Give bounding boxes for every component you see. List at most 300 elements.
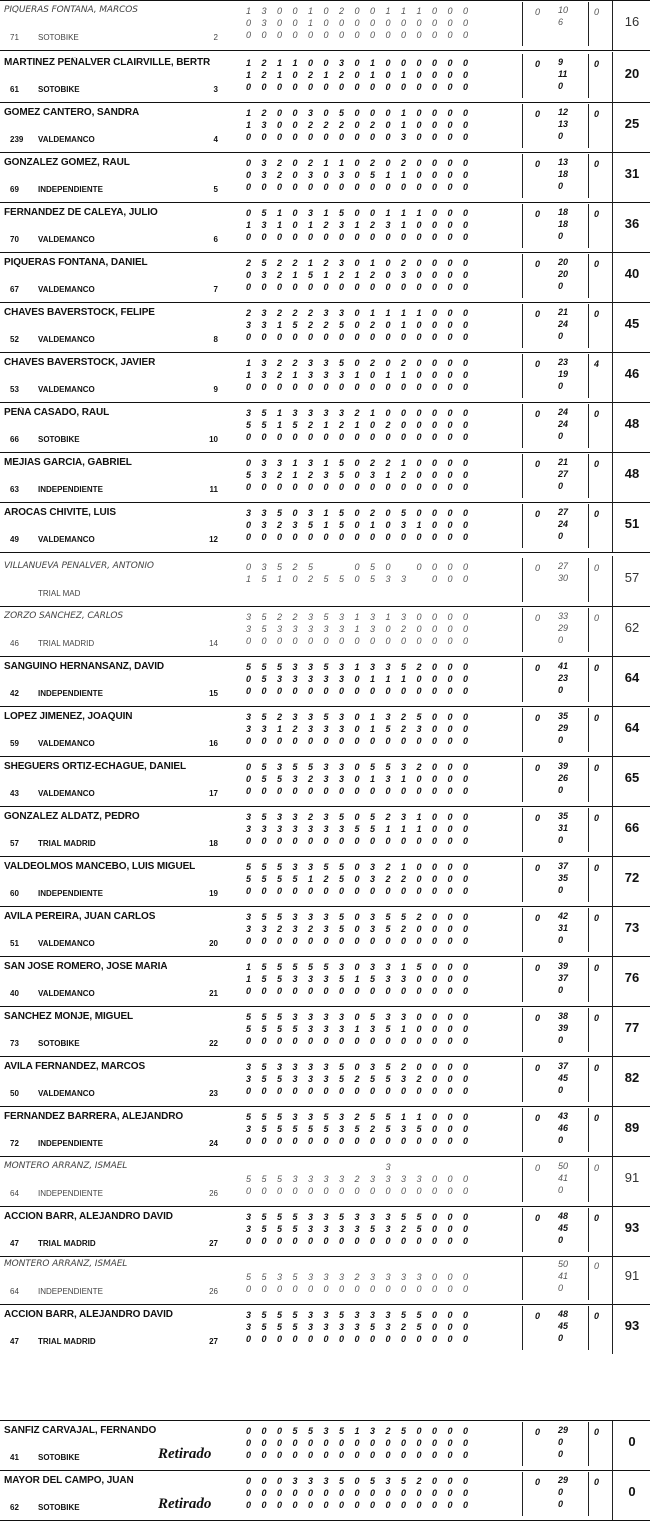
score-cell: 2 <box>277 612 283 622</box>
score-cell: 1 <box>246 70 252 80</box>
bib-number: 239 <box>10 135 24 144</box>
score-cell: 3 <box>339 624 345 634</box>
total-score: 76 <box>624 970 640 985</box>
score-cell: 0 <box>339 986 345 996</box>
score-cell: 0 <box>246 18 252 28</box>
score-lap-row <box>246 181 479 193</box>
score-lap-row <box>246 673 479 685</box>
time-penalty: 0 <box>594 613 600 623</box>
score-cell: 1 <box>308 220 314 230</box>
competitor-name: GONZALEZ GOMEZ, RAUL <box>4 157 130 168</box>
penalty-value: 0 <box>535 259 541 269</box>
score-cell: 0 <box>463 562 469 572</box>
competitor-row <box>0 1470 650 1521</box>
score-cell: 0 <box>339 1086 345 1096</box>
score-cell: 0 <box>447 1488 453 1498</box>
lap-total: 23 <box>558 673 569 683</box>
score-cell: 0 <box>339 636 345 646</box>
score-cell: 0 <box>416 508 422 518</box>
total-score: 20 <box>624 66 640 81</box>
score-cell: 3 <box>246 612 252 622</box>
score-cell: 0 <box>447 1174 453 1184</box>
score-cell: 5 <box>292 420 298 430</box>
score-cell: 0 <box>323 58 329 68</box>
score-cell: 5 <box>277 862 283 872</box>
column-divider <box>588 304 589 348</box>
score-cell: 3 <box>261 520 267 530</box>
score-cell: 1 <box>416 308 422 318</box>
competitor-row <box>0 1206 650 1257</box>
lap-total: 18 <box>558 169 569 179</box>
score-lap-row <box>246 269 479 281</box>
score-cell: 1 <box>277 420 283 430</box>
score-cell: 5 <box>370 1322 376 1332</box>
lap-total: 27 <box>558 561 569 571</box>
score-cell: 0 <box>401 886 407 896</box>
score-cell: 0 <box>277 1236 283 1246</box>
column-divider <box>612 606 613 656</box>
score-cell: 0 <box>447 458 453 468</box>
score-cell: 0 <box>432 736 438 746</box>
score-cell: 0 <box>432 762 438 772</box>
score-lap-row <box>246 973 479 985</box>
score-cell: 3 <box>323 1426 329 1436</box>
score-cell: 0 <box>463 120 469 130</box>
score-cell: 0 <box>432 1438 438 1448</box>
score-cell: 0 <box>354 6 360 16</box>
score-cell: 1 <box>385 170 391 180</box>
score-cell: 0 <box>339 482 345 492</box>
score-cell: 0 <box>416 432 422 442</box>
score-cell: 0 <box>323 30 329 40</box>
score-cell: 0 <box>261 30 267 40</box>
time-penalty: 0 <box>594 209 600 219</box>
score-cell: 0 <box>447 332 453 342</box>
column-divider <box>588 154 589 198</box>
score-cell: 0 <box>463 824 469 834</box>
lap-total: 0 <box>558 431 564 441</box>
lap-total: 0 <box>558 685 564 695</box>
score-cell: 0 <box>463 812 469 822</box>
score-cell: 0 <box>277 736 283 746</box>
score-cell: 0 <box>323 1488 329 1498</box>
score-cell: 0 <box>246 170 252 180</box>
score-cell: 0 <box>246 458 252 468</box>
score-cell: 0 <box>463 532 469 542</box>
score-cell: 0 <box>354 170 360 180</box>
start-order: 27 <box>209 1239 218 1248</box>
score-cell: 0 <box>432 30 438 40</box>
start-order: 24 <box>209 1139 218 1148</box>
start-order: 20 <box>209 939 218 948</box>
time-penalty: 0 <box>594 913 600 923</box>
score-cell: 0 <box>432 1186 438 1196</box>
competitor-name: SANGUINO HERNANSANZ, DAVID <box>4 661 164 672</box>
score-cell: 5 <box>261 774 267 784</box>
lap-total: 20 <box>558 269 569 279</box>
score-cell: 3 <box>246 320 252 330</box>
penalty-value: 0 <box>535 713 541 723</box>
score-cell: 1 <box>401 320 407 330</box>
score-cell: 3 <box>292 1074 298 1084</box>
score-cell: 0 <box>308 1236 314 1246</box>
column-divider <box>612 1006 613 1056</box>
lap-total: 29 <box>558 1475 569 1485</box>
score-cell: 5 <box>277 962 283 972</box>
score-cell: 0 <box>432 724 438 734</box>
column-divider <box>588 558 589 602</box>
score-cell: 0 <box>246 158 252 168</box>
score-cell: 2 <box>308 574 314 584</box>
score-cell: 0 <box>354 1438 360 1448</box>
score-cell: 5 <box>308 962 314 972</box>
score-cell: 3 <box>246 1224 252 1234</box>
start-order: 5 <box>213 185 218 194</box>
score-cell: 0 <box>354 786 360 796</box>
score-cell: 0 <box>261 1450 267 1460</box>
score-cell: 0 <box>277 1450 283 1460</box>
score-cell: 2 <box>292 358 298 368</box>
bib-number: 52 <box>10 335 19 344</box>
score-cell: 0 <box>463 1074 469 1084</box>
score-cell: 3 <box>416 1272 422 1282</box>
score-cell: 0 <box>370 108 376 118</box>
score-cell: 0 <box>385 1488 391 1498</box>
score-cell: 0 <box>261 1488 267 1498</box>
score-cell: 0 <box>323 1186 329 1196</box>
lap-total: 0 <box>558 735 564 745</box>
score-cell: 0 <box>354 886 360 896</box>
score-cell: 0 <box>308 282 314 292</box>
score-cell: 3 <box>385 220 391 230</box>
score-lap-row <box>246 873 479 885</box>
lap-totals <box>558 1259 586 1295</box>
score-cell: 0 <box>354 1062 360 1072</box>
score-cell: 0 <box>261 232 267 242</box>
score-cell: 0 <box>246 270 252 280</box>
total-score: 93 <box>624 1318 640 1333</box>
score-cell: 3 <box>292 1112 298 1122</box>
lap-total: 24 <box>558 319 569 329</box>
score-cell: 0 <box>416 612 422 622</box>
score-cell: 0 <box>447 936 453 946</box>
score-cell: 2 <box>292 724 298 734</box>
score-cell: 3 <box>339 824 345 834</box>
score-grid <box>246 761 479 797</box>
total-score: 62 <box>624 620 640 635</box>
score-cell: 0 <box>432 1074 438 1084</box>
score-cell: 3 <box>277 812 283 822</box>
lap-total: 24 <box>558 407 569 417</box>
score-cell: 0 <box>370 18 376 28</box>
score-cell: 3 <box>323 1074 329 1084</box>
column-divider <box>588 354 589 398</box>
score-cell: 5 <box>370 574 376 584</box>
score-cell: 0 <box>354 962 360 972</box>
score-cell: 0 <box>416 532 422 542</box>
score-cell: 0 <box>292 170 298 180</box>
score-cell: 0 <box>432 332 438 342</box>
score-cell: 0 <box>447 724 453 734</box>
competitor-row <box>0 1420 650 1471</box>
score-cell: 0 <box>323 282 329 292</box>
score-cell: 5 <box>261 1074 267 1084</box>
competitor-name: AVILA PEREIRA, JUAN CARLOS <box>4 911 156 922</box>
score-cell: 1 <box>385 674 391 684</box>
score-cell: 5 <box>323 1124 329 1134</box>
score-cell: 0 <box>463 382 469 392</box>
lap-total: 0 <box>558 885 564 895</box>
start-order: 19 <box>209 889 218 898</box>
score-lap-row <box>246 1475 479 1487</box>
score-cell: 0 <box>432 308 438 318</box>
score-cell: 0 <box>432 712 438 722</box>
score-cell: 2 <box>277 158 283 168</box>
score-cell: 3 <box>323 1272 329 1282</box>
score-lap-row <box>246 1259 479 1271</box>
score-cell: 0 <box>385 358 391 368</box>
bib-number: 60 <box>10 889 19 898</box>
score-cell: 2 <box>339 420 345 430</box>
score-cell: 2 <box>292 612 298 622</box>
competitor-name: SANFIZ CARVAJAL, FERNANDO <box>4 1425 157 1436</box>
score-cell: 0 <box>292 432 298 442</box>
score-cell: 0 <box>354 358 360 368</box>
lap-total: 29 <box>558 1425 569 1435</box>
score-cell: 0 <box>246 382 252 392</box>
column-divider <box>522 558 523 602</box>
score-cell: 1 <box>323 70 329 80</box>
score-cell: 2 <box>308 774 314 784</box>
score-grid <box>246 5 479 41</box>
total-score: 48 <box>624 416 640 431</box>
score-cell: 1 <box>292 270 298 280</box>
score-cell: 0 <box>354 1500 360 1510</box>
score-cell: 1 <box>246 108 252 118</box>
score-cell: 3 <box>385 1272 391 1282</box>
competitor-name: CHAVES BAVERSTOCK, FELIPE <box>4 307 155 318</box>
lap-total: 21 <box>558 457 569 467</box>
column-divider <box>522 1422 523 1466</box>
score-lap-row <box>246 835 479 847</box>
score-cell: 3 <box>308 1322 314 1332</box>
score-cell: 1 <box>401 824 407 834</box>
score-cell: 0 <box>432 862 438 872</box>
club-name: INDEPENDIENTE <box>38 689 103 698</box>
score-cell: 0 <box>447 1476 453 1486</box>
score-cell: 0 <box>370 736 376 746</box>
score-cell: 3 <box>339 308 345 318</box>
column-divider <box>588 1306 589 1350</box>
score-cell: 0 <box>370 1450 376 1460</box>
lap-total: 38 <box>558 1011 569 1021</box>
lap-total: 13 <box>558 157 569 167</box>
lap-total: 27 <box>558 507 569 517</box>
score-cell: 0 <box>416 420 422 430</box>
score-cell: 0 <box>308 936 314 946</box>
score-cell: 5 <box>416 1224 422 1234</box>
total-score: 66 <box>624 820 640 835</box>
total-score: 89 <box>624 1120 640 1135</box>
score-cell: 5 <box>323 662 329 672</box>
score-cell: 2 <box>308 924 314 934</box>
score-cell: 3 <box>292 1174 298 1184</box>
score-cell: 5 <box>277 1012 283 1022</box>
column-divider <box>612 1254 613 1304</box>
score-cell: 1 <box>277 408 283 418</box>
score-cell: 2 <box>416 912 422 922</box>
column-divider <box>522 958 523 1002</box>
competitor-name: MARTINEZ PEÑALVER CLAIRVILLE, BERTR <box>4 57 211 68</box>
score-cell: 3 <box>308 370 314 380</box>
score-cell: 0 <box>246 1488 252 1498</box>
score-cell: 0 <box>339 1438 345 1448</box>
score-cell: 5 <box>339 812 345 822</box>
score-cell: 0 <box>447 1086 453 1096</box>
score-cell: 2 <box>323 258 329 268</box>
score-cell: 3 <box>401 812 407 822</box>
score-cell: 0 <box>246 1426 252 1436</box>
score-cell: 3 <box>385 662 391 672</box>
score-cell: 0 <box>323 1136 329 1146</box>
club-name: SOTOBIKE <box>38 85 80 94</box>
penalty-value: 0 <box>535 1427 541 1437</box>
score-cell: 0 <box>339 132 345 142</box>
score-cell: 0 <box>292 736 298 746</box>
club-name: VALDEMANCO <box>38 939 95 948</box>
bib-number: 53 <box>10 385 19 394</box>
score-cell: 5 <box>277 912 283 922</box>
score-cell: 0 <box>385 562 391 572</box>
score-grid <box>246 1259 479 1295</box>
competitor-name: CHAVES BAVERSTOCK, JAVIER <box>4 357 156 368</box>
score-cell: 3 <box>401 520 407 530</box>
score-cell: 2 <box>354 408 360 418</box>
bib-number: 61 <box>10 85 19 94</box>
lap-total: 35 <box>558 711 569 721</box>
score-grid <box>246 57 479 93</box>
score-cell: 0 <box>401 332 407 342</box>
penalty-value: 0 <box>535 59 541 69</box>
score-cell: 0 <box>277 1186 283 1196</box>
score-cell: 0 <box>354 1186 360 1196</box>
score-cell: 0 <box>292 836 298 846</box>
score-cell: 5 <box>370 170 376 180</box>
score-cell: 0 <box>261 636 267 646</box>
score-cell: 0 <box>432 1310 438 1320</box>
time-penalty: 0 <box>594 1013 600 1023</box>
score-cell: 0 <box>401 1236 407 1246</box>
start-order: 18 <box>209 839 218 848</box>
score-lap-row <box>246 431 479 443</box>
score-cell: 0 <box>370 1086 376 1096</box>
score-cell: 0 <box>370 986 376 996</box>
column-divider <box>522 204 523 248</box>
score-cell: 0 <box>308 636 314 646</box>
score-cell: 0 <box>385 1334 391 1344</box>
club-name: VALDEMANCO <box>38 385 95 394</box>
score-cell: 0 <box>308 1450 314 1460</box>
score-cell: 0 <box>416 786 422 796</box>
score-grid <box>246 507 479 543</box>
score-cell: 1 <box>401 108 407 118</box>
column-divider <box>522 1108 523 1152</box>
score-cell: 5 <box>246 470 252 480</box>
score-lap-row <box>246 1271 479 1283</box>
score-cell: 0 <box>292 1236 298 1246</box>
time-penalty: 0 <box>594 1213 600 1223</box>
score-cell: 0 <box>463 82 469 92</box>
score-grid <box>246 207 479 243</box>
score-cell: 0 <box>447 132 453 142</box>
score-cell: 0 <box>447 420 453 430</box>
score-cell: 1 <box>323 158 329 168</box>
score-cell: 5 <box>354 1124 360 1134</box>
score-grid <box>246 1425 479 1461</box>
competitor-row <box>0 402 650 453</box>
lap-totals <box>558 961 586 997</box>
score-cell: 1 <box>401 370 407 380</box>
competitor-name: AVILA FERNANDEZ, MARCOS <box>4 1061 146 1072</box>
score-cell: 1 <box>292 470 298 480</box>
score-cell: 3 <box>323 924 329 934</box>
score-cell: 0 <box>432 508 438 518</box>
column-divider <box>612 906 613 956</box>
lap-total: 0 <box>558 1333 564 1343</box>
total-score: 82 <box>624 1070 640 1085</box>
score-cell: 0 <box>370 132 376 142</box>
score-cell: 0 <box>432 1136 438 1146</box>
score-cell: 0 <box>463 1322 469 1332</box>
score-cell: 0 <box>432 282 438 292</box>
score-cell: 5 <box>246 420 252 430</box>
score-cell: 3 <box>416 1174 422 1184</box>
score-cell: 0 <box>385 1500 391 1510</box>
score-cell: 0 <box>246 532 252 542</box>
lap-totals <box>558 507 586 543</box>
score-cell: 5 <box>339 874 345 884</box>
score-cell: 0 <box>354 232 360 242</box>
score-cell: 0 <box>354 912 360 922</box>
score-cell: 0 <box>416 120 422 130</box>
score-cell: 3 <box>308 1476 314 1486</box>
score-cell: 0 <box>323 1334 329 1344</box>
score-cell: 3 <box>339 1124 345 1134</box>
lap-totals <box>558 1211 586 1247</box>
score-cell: 0 <box>432 270 438 280</box>
column-divider <box>612 152 613 202</box>
score-cell: 5 <box>416 1310 422 1320</box>
score-cell: 3 <box>370 612 376 622</box>
score-cell: 1 <box>354 270 360 280</box>
score-cell: 3 <box>339 1112 345 1122</box>
lap-total: 42 <box>558 911 569 921</box>
score-grid <box>246 1309 479 1345</box>
column-divider <box>612 806 613 856</box>
score-cell: 5 <box>308 1124 314 1134</box>
score-cell: 2 <box>401 358 407 368</box>
score-cell: 3 <box>385 1322 391 1332</box>
score-cell: 0 <box>432 874 438 884</box>
score-cell: 5 <box>339 924 345 934</box>
score-cell: 2 <box>246 258 252 268</box>
competitor-name: MONTERO ARRANZ, ISMAEL <box>4 1259 128 1269</box>
time-penalty: 0 <box>594 963 600 973</box>
score-cell: 3 <box>261 358 267 368</box>
score-cell: 5 <box>323 862 329 872</box>
score-cell: 5 <box>339 1476 345 1486</box>
score-cell: 3 <box>308 624 314 634</box>
